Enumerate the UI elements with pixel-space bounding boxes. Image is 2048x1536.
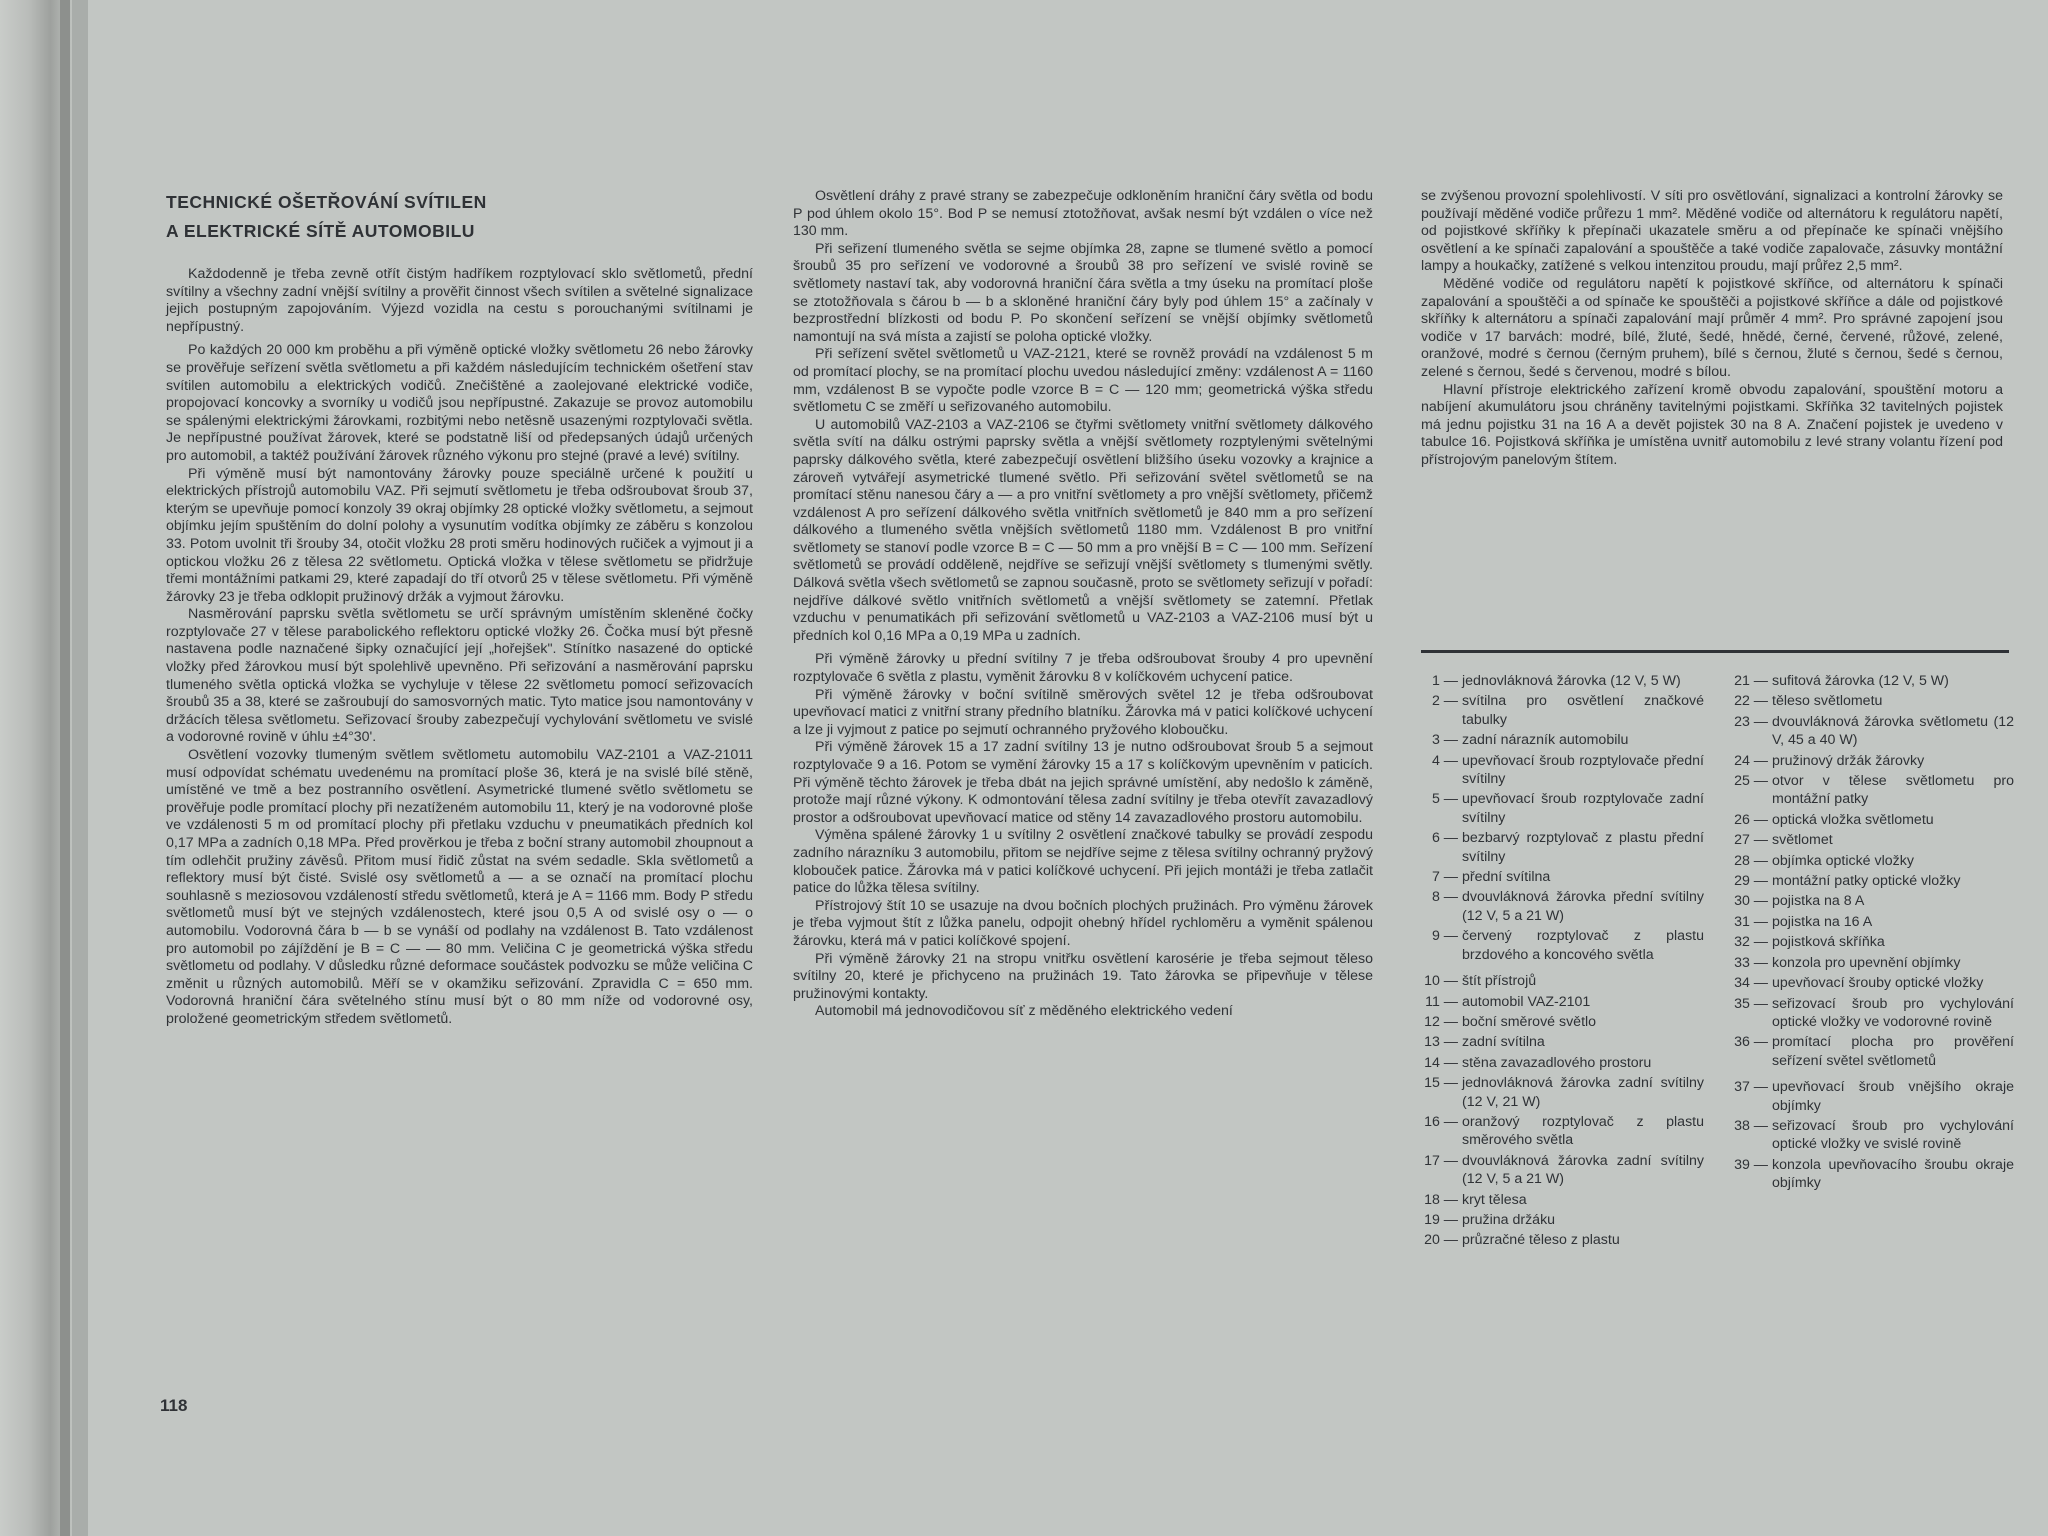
legend-item: [1728, 954, 2014, 972]
heading-line-1: TECHNICKÉ OŠETŘOVÁNÍ SVÍTILEN: [166, 192, 487, 212]
legend-number: 4 —: [1431, 752, 1458, 769]
legend-item: [1728, 1117, 2014, 1154]
legend-text: konzola pro upevnění objímky: [1772, 954, 1961, 971]
legend-number: 38 —: [1734, 1117, 1768, 1134]
legend-number: 24 —: [1734, 752, 1768, 769]
legend-number: 22 —: [1734, 693, 1768, 710]
legend-item: [1418, 1013, 1704, 1031]
legend-number: 10 —: [1424, 973, 1458, 990]
paragraph: Automobil má jednovodičovou síť z měděného elektrického vedení: [815, 1003, 1233, 1020]
legend-number: 31 —: [1734, 913, 1768, 930]
legend-number: 20 —: [1424, 1232, 1458, 1249]
legend-text: boční směrové světlo: [1462, 1013, 1597, 1030]
legend-number: 33 —: [1734, 954, 1768, 971]
book-page: [88, 0, 2048, 1536]
legend-text: objímka optické vložky: [1772, 852, 1914, 869]
spine-edge: [60, 0, 70, 1536]
legend-number: 2 —: [1431, 693, 1458, 710]
legend-divider: [1421, 650, 2009, 653]
legend-item: [1728, 974, 2014, 992]
legend-text: dvouvláknová žárovka zadní svítilny (12 V, 5 a 21 W): [1462, 1152, 1704, 1188]
legend-item: [1418, 692, 1704, 729]
legend-number: 17 —: [1424, 1152, 1458, 1169]
legend-number: 8 —: [1431, 889, 1458, 906]
legend-item: [1418, 868, 1704, 886]
legend-text: pojistka na 16 A: [1772, 913, 1873, 930]
legend-number: 35 —: [1734, 995, 1768, 1012]
legend-item: [1728, 892, 2014, 910]
legend-item: [1418, 888, 1704, 925]
paragraph: Osvětlení dráhy z pravé strany se zabezpečuje odkloněním hraniční čáry světla od bodu P pod úhlem okolo 15°. Bod P se nemusí ztotožňovat, avšak nesmí být vzdálen o více než 130 mm.: [793, 188, 1373, 240]
legend-text: červený rozptylovač z plastu brzdového a koncového světla: [1462, 928, 1704, 963]
legend-text: pružinový držák žárovky: [1772, 752, 1925, 769]
paragraph: Po každých 20 000 km proběhu a při výměně optické vložky světlometu 26 nebo žárovky se prověřuje seřízení světla světlometu a při každém následujícím technickém ošetření stav svítilen automobilu a elektrických vodičů. Znečištěné a zaolejované elektrické vodiče, propojovací koncovky a svorníky u vodičů jsou nepřípustné. Zakazuje se provoz automobilu se spálenými elektrickými žárovkami, rozbitými nebo netěsně usazenými rozptylovači světla. Je nepřípustné používat žárovek, které se podstatně liší od předepsaných údajů určených pro automobil, a taktéž používání žárovek různého výkonu pro stejné (pravé a levé) svítilny.: [166, 342, 753, 464]
legend-number: 30 —: [1734, 893, 1768, 910]
legend-item: [1418, 1231, 1704, 1249]
legend-text: promítací plocha pro prověření seřízení světel světlometů: [1772, 1034, 2014, 1069]
legend-item: [1418, 1033, 1704, 1051]
book-spine: [0, 0, 72, 1536]
legend-text: přední svítilna: [1462, 869, 1551, 886]
legend-number: 5 —: [1431, 791, 1458, 808]
legend-item: [1418, 1054, 1704, 1072]
legend-number: 32 —: [1734, 934, 1768, 951]
legend-item: [1728, 752, 2014, 770]
text-column-2: [793, 188, 1373, 1021]
paragraph: Každodenně je třeba zevně otřít čistým hadříkem rozptylovací sklo světlometů, přední svítilny a všechny zadní vnější svítilny a prověřit činnost všech svítilen a světelné signalizace jejich postupným zapojováním. Výjezd vozidla na cestu s porouchanými svítilnami je nepřípustný.: [166, 266, 753, 335]
legend-number: 18 —: [1424, 1191, 1458, 1208]
legend-item: [1418, 731, 1704, 749]
legend-text: sufitová žárovka (12 V, 5 W): [1772, 673, 1949, 689]
legend-text: průzračné těleso z plastu: [1462, 1232, 1620, 1249]
legend-number: 15 —: [1424, 1075, 1458, 1092]
legend-item: [1418, 752, 1704, 789]
legend-item: [1418, 1191, 1704, 1209]
legend-text: zadní nárazník automobilu: [1462, 732, 1629, 749]
legend-item: [1728, 713, 2014, 750]
paragraph: Při výměně žárovky v boční svítilně směrových světel 12 je třeba odšroubovat upevňovací matici z vnitřní strany předního blatníku. Žárovka má v patici kolíčkové uchycení a lze ji vyjmout z patice po sejmutí ochranného pryžového kloboučku.: [793, 686, 1373, 738]
legend-item: [1418, 829, 1704, 866]
legend-number: 37 —: [1734, 1079, 1768, 1096]
legend-number: 23 —: [1734, 713, 1768, 730]
legend-item: [1728, 933, 2014, 951]
legend-text: seřizovací šroub pro vychylování optické vložky ve vodorovné rovině: [1772, 995, 2014, 1030]
legend-text: montážní patky optické vložky: [1772, 873, 1961, 890]
paragraph: Výměna spálené žárovky 1 u svítilny 2 osvětlení značkové tabulky se provádí zespodu zadního nárazníku 3 automobilu, přitom se nejdříve sejme z tělesa svítilny ochranný pryžový klobouček patice. Žárovka má v patici kolíčkové uchycení. Při jejich montáži je třeba zatlačit patice do lůžka tělesa svítilny.: [793, 827, 1373, 897]
legend-number: 11 —: [1425, 993, 1458, 1010]
legend-item: [1418, 790, 1704, 827]
legend-text: pružina držáku: [1462, 1211, 1556, 1228]
legend-item: [1728, 672, 2014, 690]
legend-number: 1 —: [1431, 673, 1458, 689]
legend-text: svítilna pro osvětlení značkové tabulky: [1462, 693, 1704, 728]
legend-text: těleso světlometu: [1772, 693, 1883, 710]
legend-number: 27 —: [1734, 832, 1768, 849]
legend-text: oranžový rozptylovač z plastu směrového světla: [1462, 1113, 1704, 1149]
legend-text: seřizovací šroub pro vychylování optické vložky ve svislé rovině: [1772, 1117, 2014, 1153]
legend-number: 29 —: [1734, 873, 1768, 890]
paragraph: Při výměně žárovky 21 na stropu vnitřku osvětlení karosérie je třeba sejmout těleso svítilny 20, které je přichyceno na pružinách 19. Tato žárovka se připevňuje v tělese pružinovými kontakty.: [793, 950, 1373, 1002]
legend-number: 3 —: [1431, 732, 1458, 749]
heading-line-2: A ELEKTRICKÉ SÍTĚ AUTOMOBILU: [166, 221, 475, 241]
text-column-3: [1421, 188, 2003, 470]
paragraph: Při výměně žárovek 15 a 17 zadní svítilny 13 je nutno odšroubovat šroub 5 a sejmout rozptylovače 9 a 16. Potom se vymění žárovky 15 a 17 s kolíčkovým upevněním v paticích. Při výměně těchto žárovek je třeba dbát na jejich správné umístění, aby nedošlo k záměně, protože mají různé výkony. K odmontování tělesa zadní svítilny je třeba otevřít zavazadlový prostor a odšroubovat upevňovací matice od stěny 14 zavazadlového prostoru automobilu.: [793, 739, 1373, 826]
legend-text: zadní svítilna: [1462, 1034, 1545, 1051]
legend-item: [1728, 872, 2014, 890]
paragraph: Měděné vodiče od regulátoru napětí k pojistkové skříňce, od alternátoru k spínači zapalování a spouštěči a od spínače ke spouštěči a pojistkové skříňce a dále od pojistkové skříňky k alternátoru a spínači zapalování mají průměr 4 mm². Pro správné zapojení jsou vodiče v 17 barvách: modré, bílé, žluté, šedé, hnědé, černé, červené, růžové, zelené, oranžové, modré s černou (černým pruhem), bílé s černou, žluté s černou, šedé s černou, zelené s černou, šedé s červenou, modré s bílou.: [1421, 275, 2003, 380]
legend-number: 16 —: [1424, 1113, 1458, 1130]
legend-item: [1418, 972, 1704, 990]
legend-text: upevňovací šroub vnějšího okraje objímky: [1772, 1079, 2014, 1114]
legend-item: [1728, 772, 2014, 809]
paragraph: Při výměně žárovky u přední svítilny 7 je třeba odšroubovat šrouby 4 pro upevnění rozptylovače 6 světla z plastu, vyměnit žárovku 8 v kolíčkovém uchycení patice.: [793, 651, 1373, 686]
legend-number: 6 —: [1431, 830, 1458, 847]
legend-number: 14 —: [1424, 1054, 1458, 1071]
paragraph: Přístrojový štít 10 se usazuje na dvou bočních plochých pružinách. Pro výměnu žárovek je třeba vyjmout štít z lůžka panelu, odpojit ohebný hřídel rychloměru a vyměnit spálenou žárovku, která má v patici kolíčkové spojení.: [793, 897, 1373, 949]
legend-item: [1728, 913, 2014, 931]
legend-number: 19 —: [1424, 1211, 1458, 1228]
legend-item: [1728, 1033, 2014, 1070]
legend-text: bezbarvý rozptylovač z plastu přední svítilny: [1462, 830, 1704, 865]
legend-text: otvor v tělese světlometu pro montážní patky: [1772, 773, 2014, 808]
legend-item: [1728, 852, 2014, 870]
text-column-1: [166, 188, 753, 1029]
legend-text: dvouvláknová žárovka přední svítilny (12 V, 5 a 21 W): [1462, 889, 1704, 924]
paragraph: U automobilů VAZ-2103 a VAZ-2106 se čtyřmi světlomety vnitřní světlomety dálkového světla svítí na dálku ostrými paprsky světla a vnější světlomety rozptylenými světelnými paprsky dálkového světla, které zabezpečují osvětlení bližšího úseku vozovky a krajnice a zároveň vytvářejí asymetrické tlumené světlo. Při seřizování světel světlometů se na promítací stěnu nanesou čáry a — a pro vnitřní světlomety a pro vnější světlomety, přičemž vzdálenost A pro seřízení dálkového světla vnitřních světlometů je 840 mm a pro seřízení dálkového a tlumeného světla vnějších světlometů 1180 mm. Vzdálenost B pro vnitřní světlomety se stanoví podle vzorce B = C — 50 mm a pro vnější B = C — 100 mm. Seřízení světlometů se provádí odděleně, nejdříve se seřizují vnější světlomety s tlumenými světly. Dálková světla všech světlometů se zapnou současně, proto se světlomety seřizují v pořadí: nejdříve dálkové světlo vnitřních světlometů a vnější světlomety se zatemní. Přetlak vzduchu v penumatikách při seřizování světlometů u VAZ-2103 a VAZ-2106 musí být u předních kol 0,16 MPa a 0,19 MPa u zadních.: [793, 416, 1373, 644]
legend-item: [1418, 1074, 1704, 1111]
paragraph: Hlavní přístroje elektrického zařízení kromě obvodu zapalování, spouštění motoru a nabíjení akumulátoru jsou chráněny tavitelnými pojistkami. Skříňka 32 tavitelných pojistek má jednu pojistku 31 na 16 A a devět pojistek 30 na 8 A. Značení pojistek je uvedeno v tabulce 16. Pojistková skříňka je umístěna uvnitř automobilu z levé strany volantu řízení pod přístrojovým panelovým štítem.: [1421, 381, 2003, 468]
legend-text: kryt tělesa: [1462, 1191, 1527, 1208]
legend-text: upevňovací šrouby optické vložky: [1772, 975, 1984, 992]
legend-text: upevňovací šroub rozptylovače zadní svítilny: [1462, 791, 1704, 826]
paragraph: Nasměrování paprsku světla světlometu se určí správným umístěním skleněné čočky rozptylovače 27 v tělese parabolického reflektoru optické vložky 26. Čočka musí být přesně nastavena podle naznačené šipky označující její „hořejšek". Stínítko nasazené do optické vložky před žárovkou musí být spolehlivě upevněno. Při seřizování a nasměrování paprsku tlumeného světla optická vložka se vychyluje v tělese 22 světlometu pomocí seřizovacích šroubů 35 a 38, které se zašroubují do samosvorných matic. Tyto matice jsou namontovány v držácích tělesa světlometu. Seřizovací šrouby zabezpečují vychylování světlometu ve svislé a vodorovné rovině v úhlu ±4°30'.: [166, 606, 753, 746]
legend-number: 26 —: [1734, 811, 1768, 828]
legend-item: [1728, 1156, 2014, 1193]
legend-number: 34 —: [1734, 975, 1768, 992]
legend-text: jednovláknová žárovka (12 V, 5 W): [1462, 673, 1681, 689]
legend-number: 13 —: [1424, 1034, 1458, 1051]
legend-item: [1728, 995, 2014, 1032]
legend-text: automobil VAZ-2101: [1462, 993, 1591, 1010]
legend-item: [1418, 1152, 1704, 1189]
legend-item: [1418, 672, 1704, 690]
figure-legend-right: [1728, 672, 2014, 1195]
paragraph: Při seřizení tlumeného světla se sejme objímka 28, zapne se tlumené světlo a pomocí šroubů 35 pro seřízení ve vodorovné a šroubů 38 pro seřízení ve svislé rovině se světlomety nastaví tak, aby vodorovná hraniční čára světla a tmy úseku na promítací ploše se ztotožňovala s čárou b — b a skloněné hraniční čáry byly pod úhlem 15° a začínaly v bezprostřední blízkosti od bodu P. Po skončení seřízení se vnější objímky světlometů namontují na svá místa a zajistí se poloha optické vložky.: [793, 240, 1373, 345]
legend-item: [1728, 831, 2014, 849]
legend-number: 28 —: [1734, 852, 1768, 869]
legend-number: 36 —: [1734, 1034, 1768, 1051]
section-heading: [166, 188, 753, 246]
legend-item: [1728, 692, 2014, 710]
paragraph: Při seřízení světel světlometů u VAZ-2121, které se rovněž provádí na vzdálenost 5 m od promítací plochy, se na promítací plochu uvedou následující změny: vzdálenost A = 1160 mm, vzdálenost B se vypočte podle vzorce B = C — 120 mm; geometrická výška středu světlometu C se změří u seřizovaného automobilu.: [793, 346, 1373, 416]
legend-item: [1418, 927, 1704, 964]
page-number: 118: [160, 1396, 188, 1415]
legend-item: [1418, 993, 1704, 1011]
legend-text: konzola upevňovacího šroubu okraje objímky: [1772, 1156, 2014, 1192]
legend-number: 12 —: [1424, 1013, 1458, 1030]
legend-text: stěna zavazadlového prostoru: [1462, 1054, 1652, 1071]
legend-text: pojistková skříňka: [1772, 934, 1885, 951]
legend-text: pojistka na 8 A: [1772, 893, 1865, 910]
legend-text: světlomet: [1772, 832, 1833, 849]
legend-item: [1728, 1078, 2014, 1115]
legend-text: upevňovací šroub rozptylovače přední svítilny: [1462, 752, 1704, 788]
figure-legend-left: [1418, 672, 1704, 1252]
legend-text: optická vložka světlometu: [1772, 811, 1934, 828]
legend-text: štít přístrojů: [1462, 973, 1537, 990]
legend-text: jednovláknová žárovka zadní svítilny (12 V, 21 W): [1462, 1075, 1704, 1110]
legend-number: 25 —: [1734, 773, 1768, 790]
legend-number: 7 —: [1431, 869, 1458, 886]
paragraph: se zvýšenou provozní spolehlivostí. V síti pro osvětlování, signalizaci a kontrolní žárovky se používají měděné vodiče průřezu 1 mm². Měděné vodiče od alternátoru k regulátoru napětí, od pojistkové skříňky k přepínači ukazatele směru a od přepínače ke spínači vnějšího osvětlení a ke spínači zapalování a spouštěče a také vodiče zapalovače, zásuvky montážní lampy a houkačky, zatížené s velkou intenzitou proudu, mají průřez 2,5 mm².: [1421, 188, 2003, 275]
legend-number: 21 —: [1734, 673, 1768, 689]
legend-number: 9 —: [1431, 928, 1458, 945]
legend-item: [1418, 1113, 1704, 1150]
legend-number: 39 —: [1734, 1156, 1768, 1173]
legend-text: dvouvláknová žárovka světlometu (12 V, 45 a 40 W): [1772, 713, 2014, 749]
paragraph: Při výměně musí být namontovány žárovky pouze speciálně určené k použití u elektrických přístrojů automobilu VAZ. Při sejmutí světlometu je třeba odšroubovat šroub 37, kterým se upevňuje pomocí konzoly 39 okraj objímky 28 optické vložky světlometu, a sejmout objímku jejím spuštěním do dolní polohy a vysunutím vodítka objímky ze záběru s konzolou 33. Potom uvolnit tři šrouby 34, otočit vložku 28 proti směru hodinových ručiček a vyjmout ji a optickou vložku 26 z tělesa 22 světlometu. Optická vložka v tělese světlometu se přidržuje třemi montážními patkami 29, které zapadají do tří otvorů 25 v tělese světlometu. Při výměně žárovky 23 je třeba odklopit pružinový držák a vyjmout žárovku.: [166, 465, 753, 605]
legend-item: [1728, 811, 2014, 829]
paragraph: Osvětlení vozovky tlumeným světlem světlometu automobilu VAZ-2101 a VAZ-21011 musí odpovídat schématu uvedenému na promítací ploše 36, která je na svislé bílé stěně, umístěné ve tmě a bez postranního osvětlení. Asymetrické tlumené světlo světlometu se prověřuje podle promítací plochy při nezatíženém automobilu 11, který je na vodorovné ploše ve vzdálenosti 5 m od promítací plochy při přetlaku vzduchu v pneumatikách předních kol 0,17 MPa a zadních 0,18 MPa. Před prověrkou je třeba z boční strany automobil zhoupnout a tím odlehčit pružiny závěsů. Přitom musí řidič zůstat na svém sedadle. Skla světlometů a reflektory musí být čisté. Svislé osy světlometů a — a se označí na promítací plochu souhlasně s meziosovou vzdáleností středu světlometů, která je A = 1166 mm. Body P středu světlometů musí být ve stejných vzdálenostech, které jsou 0,5 A od svislé osy o — o automobilu. Vodorovná čára b — b se vynáší od podlahy na vzdálenost B. Tato vzdálenost pro automobil po zájíždění je B = C — — 80 mm. Veličina C je geometrická výška středu světlometu od podlahy. V důsledku různé deformace součástek podvozku se může veličina C změnit u různých automobilů. Měří se v okamžiku seřizování. Zpravidla C = 650 mm. Vodorovná hraniční čára světelného stínu musí být o 80 mm níže od vodorovné osy, proložené geometrickým středem světlometů.: [166, 747, 753, 1027]
legend-item: [1418, 1211, 1704, 1229]
